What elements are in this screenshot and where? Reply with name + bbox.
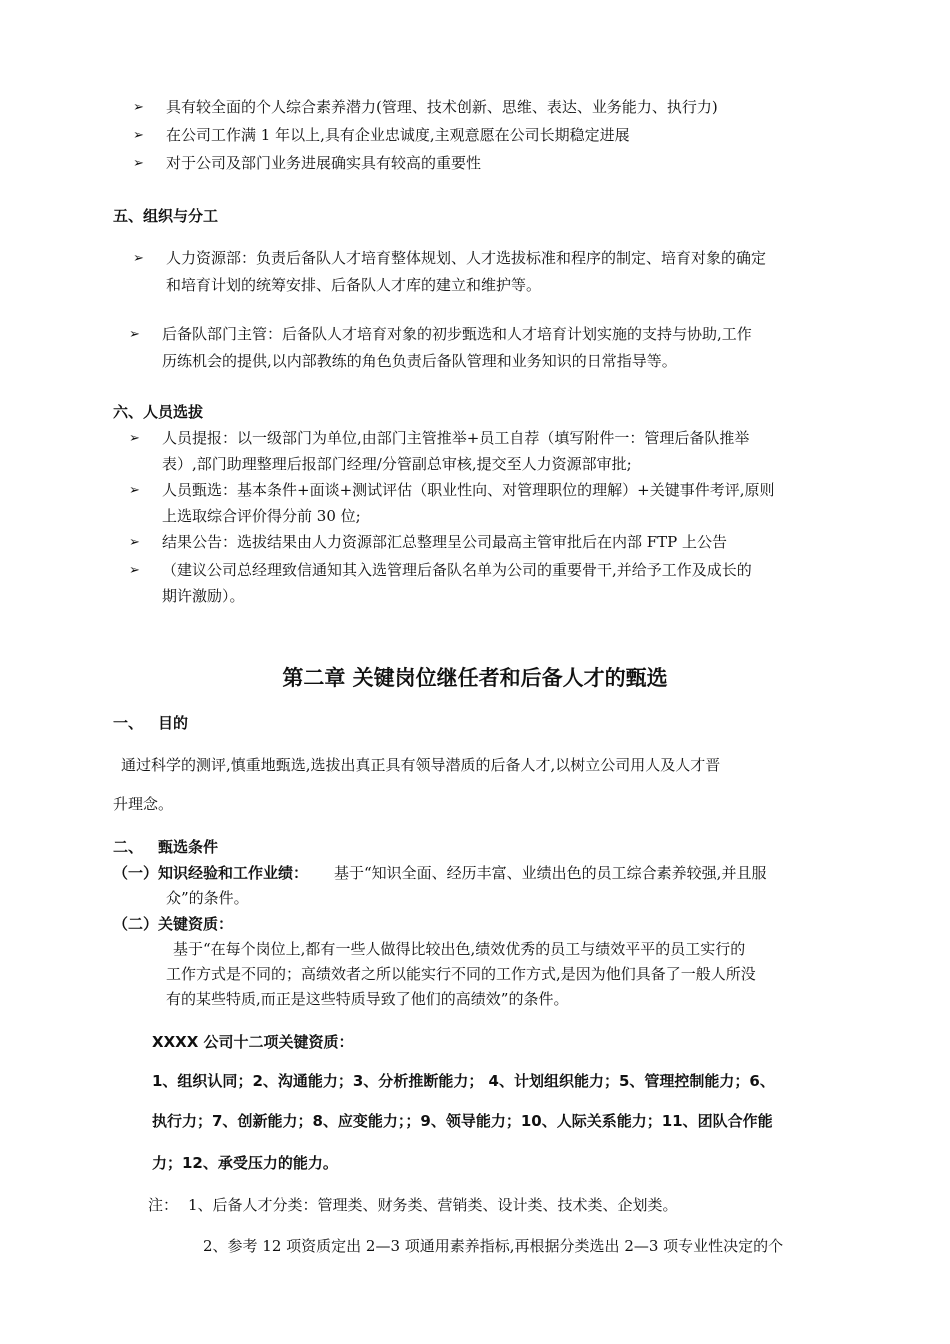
section6-item-line: 结果公告：选拔结果由人力资源部汇总整理呈公司最高主管审批后在内部 FTP 上公告: [162, 533, 728, 551]
note-line: 1、后备人才分类：管理类、财务类、营销类、设计类、技术类、企划类。: [188, 1196, 678, 1214]
condition-text: 众”的条件。: [166, 889, 249, 907]
condition-text: 基于“在每个岗位上,都有一些人做得比较出色,绩效优秀的员工与绩效平平的员工实行的: [173, 940, 746, 958]
section-heading: 甄选条件: [158, 838, 219, 856]
section-number: 二、: [113, 838, 144, 856]
section6-item-line: 人员提报：以一级部门为单位,由部门主管推举+员工自荐（填写附件一：管理后备队推举: [162, 429, 750, 447]
section5-item-line: 后备队部门主管：后备队人才培育对象的初步甄选和人才培育计划实施的支持与协助,工作: [162, 325, 752, 343]
top-bullet-text: 对于公司及部门业务进展确实具有较高的重要性: [166, 154, 482, 172]
arrow-bullet-icon: ➢: [133, 251, 144, 266]
section6-item-line: （建议公司总经理致信通知其入选管理后备队名单为公司的重要骨干,并给予工作及成长的: [162, 561, 752, 579]
arrow-bullet-icon: ➢: [129, 327, 140, 342]
arrow-bullet-icon: ➢: [133, 100, 144, 115]
qualities-title: XXXX 公司十二项关键资质：: [152, 1033, 354, 1051]
arrow-bullet-icon: ➢: [133, 128, 144, 143]
section-number: 一、: [113, 714, 144, 732]
section-heading: 六、人员选拔: [113, 403, 204, 421]
condition-text: 工作方式是不同的；高绩效者之所以能实行不同的工作方式,是因为他们具备了一般人所没: [166, 965, 756, 983]
arrow-bullet-icon: ➢: [133, 156, 144, 171]
qualities-line: 1、组织认同；2、沟通能力；3、分析推断能力； 4、计划组织能力；5、管理控制能力；6、: [152, 1072, 775, 1090]
qualities-line: 力；12、承受压力的能力。: [152, 1154, 338, 1172]
section5-item-line: 历练机会的提供,以内部教练的角色负责后备队管理和业务知识的日常指导等。: [162, 352, 677, 370]
condition-label: （二）关键资质：: [113, 915, 234, 933]
paragraph-line: 升理念。: [113, 795, 174, 813]
section5-item-line: 和培育计划的统筹安排、后备队人才库的建立和维护等。: [166, 276, 542, 294]
condition-text: 基于“知识全面、经历丰富、业绩出色的员工综合素养较强,并且服: [334, 864, 767, 882]
condition-label: （一）知识经验和工作业绩：: [113, 864, 309, 882]
section5-item-line: 人力资源部：负责后备队人才培育整体规划、人才选拔标准和程序的制定、培育对象的确定: [166, 249, 767, 267]
condition-text: 有的某些特质,而正是这些特质导致了他们的高绩效”的条件。: [166, 990, 569, 1008]
section6-item-line: 表）,部门助理整理后报部门经理/分管副总审核,提交至人力资源部审批;: [162, 455, 632, 473]
arrow-bullet-icon: ➢: [129, 431, 140, 446]
note-label: 注：: [148, 1196, 179, 1214]
section-heading: 五、组织与分工: [113, 207, 219, 225]
paragraph-line: 通过科学的测评,慎重地甄选,选拔出真正具有领导潜质的后备人才,以树立公司用人及人才晋: [121, 756, 721, 774]
arrow-bullet-icon: ➢: [129, 563, 140, 578]
section6-item-line: 人员甄选：基本条件+面谈+测试评估（职业性向、对管理职位的理解）+关键事件考评,原则: [162, 481, 775, 499]
top-bullet-text: 在公司工作满 1 年以上,具有企业忠诚度,主观意愿在公司长期稳定进展: [166, 126, 630, 144]
qualities-line: 执行力；7、创新能力；8、应变能力；；9、领导能力；10、人际关系能力；11、团队合作能: [152, 1112, 773, 1130]
top-bullet-text: 具有较全面的个人综合素养潜力(管理、技术创新、思维、表达、业务能力、执行力): [166, 98, 718, 116]
section-heading: 目的: [158, 714, 189, 732]
arrow-bullet-icon: ➢: [129, 535, 140, 550]
note-line: 2、参考 12 项资质定出 2—3 项通用素养指标,再根据分类选出 2—3 项专业性决定的个: [203, 1237, 784, 1255]
arrow-bullet-icon: ➢: [129, 483, 140, 498]
section6-item-line: 上选取综合评价得分前 30 位;: [162, 507, 361, 525]
section6-item-line: 期许激励）。: [162, 587, 245, 605]
chapter-title: 第二章 关键岗位继任者和后备人才的甄选: [282, 666, 668, 690]
